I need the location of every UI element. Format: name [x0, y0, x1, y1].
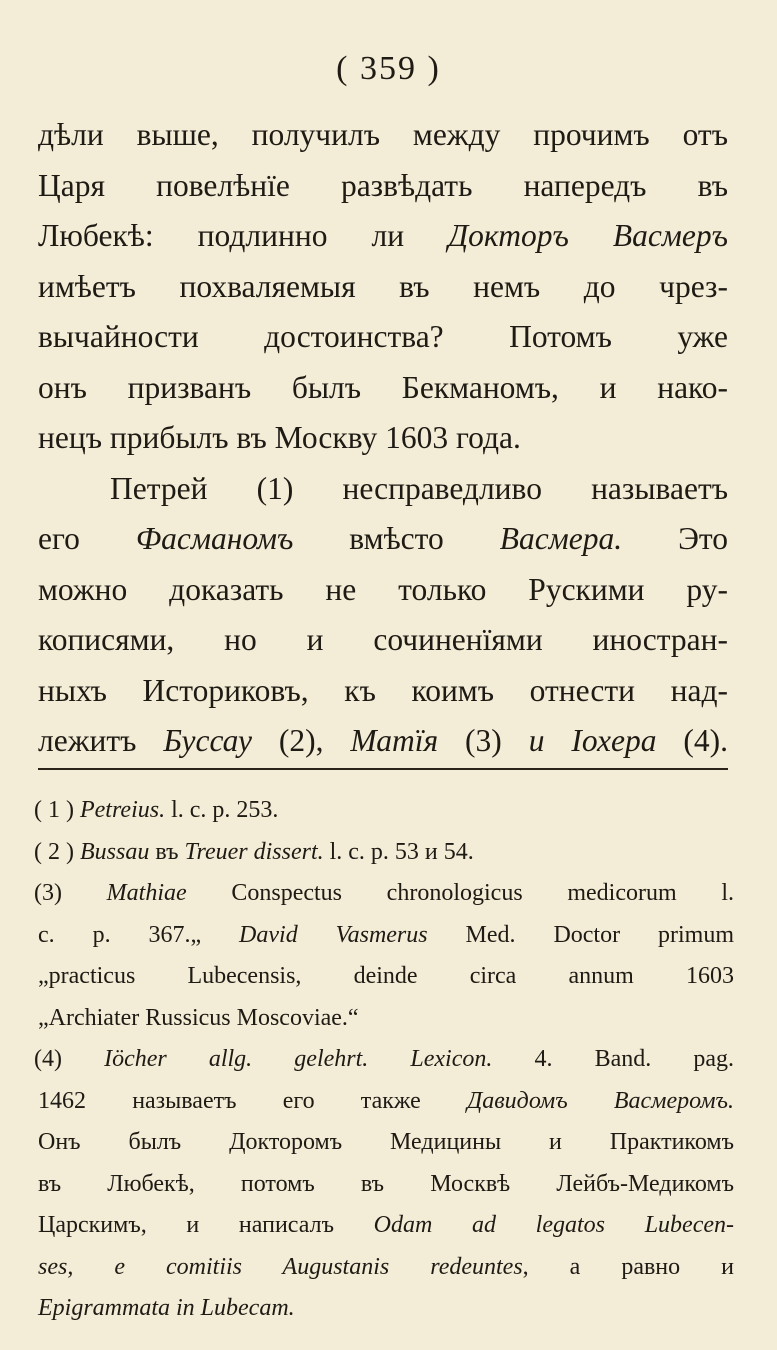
text-run: l. c. p. 53 и 54. [323, 838, 474, 865]
body-line [38, 413, 728, 464]
text-run: , а равно и [522, 1253, 734, 1280]
text-run: (3) [438, 723, 529, 758]
body-line [38, 464, 728, 515]
italic-text: Давидомъ Васмеромъ. [466, 1087, 734, 1114]
text-run: „practicus Lubecensis, deinde circa annum 1603 [38, 963, 734, 989]
text-run: вычайности достоинства? Потомъ уже [38, 319, 728, 354]
text-run: лежитъ [38, 723, 164, 758]
text-run: онъ призванъ былъ Бекманомъ, и нако- [38, 369, 728, 405]
text-run: Med. Doctor primum [427, 921, 734, 948]
body-line [38, 666, 728, 717]
text-run: Царскимъ, и написалъ [38, 1212, 374, 1238]
text-run: Любекѣ: подлинно ли [38, 218, 449, 253]
text-run: ( 2 ) [34, 838, 80, 865]
italic-text: Матїя [350, 723, 439, 758]
footnote-line [34, 956, 734, 998]
text-run: имѣетъ похваляемыя въ немъ до чрез- [38, 268, 728, 304]
text-run: c. p. 367.„ [38, 921, 240, 948]
main-text [38, 110, 728, 767]
italic-text: Докторъ Васмеръ [448, 218, 728, 253]
text-run: ( 1 ) [34, 797, 80, 823]
footnote-line [34, 790, 734, 832]
footnote-line [34, 873, 734, 915]
italic-text: Bussau [79, 838, 150, 865]
footnote-line [34, 915, 734, 957]
italic-text: Epigrammata in Lubecam. [38, 1295, 295, 1321]
text-run: въ Любекѣ, потомъ въ Москвѣ Лейбъ-Медикомъ [38, 1170, 734, 1197]
footnote-divider [38, 768, 728, 770]
text-run: 1462 называетъ его также [38, 1087, 467, 1114]
text-run: Это [622, 521, 728, 556]
text-run: нецъ прибылъ въ Москву 1603 года. [38, 420, 521, 455]
text-run: Петрей (1) несправедливо называетъ [110, 470, 728, 506]
body-line [38, 514, 728, 565]
text-run: Онъ былъ Докторомъ Медицины и Практикомъ [38, 1129, 734, 1155]
footnote-line [34, 998, 734, 1040]
body-line [38, 565, 728, 616]
text-run: вмѣсто [293, 521, 500, 556]
italic-text: Mathiae [106, 880, 187, 906]
text-run: кописями, но и сочиненїями иностран- [38, 622, 728, 657]
text-run: можно доказать не только Рускими ру- [38, 571, 728, 607]
footnote-line [34, 1247, 734, 1289]
text-run: въ [149, 838, 185, 865]
italic-text: Treuer dissert. [184, 838, 324, 865]
body-line [38, 262, 728, 313]
body-line [38, 211, 728, 262]
text-run: (2), [251, 723, 351, 758]
footnote-line [34, 1288, 734, 1330]
footnotes [34, 790, 734, 1330]
italic-text: David Vasmerus [239, 921, 428, 948]
text-run: „Archiater Russicus Moscoviae.“ [38, 1004, 359, 1031]
body-line [38, 110, 728, 161]
italic-text: Буссау [163, 723, 252, 758]
italic-text: Odam ad legatos Lubecen- [373, 1212, 734, 1238]
italic-text: и Іохера [528, 723, 657, 758]
footnote-line [34, 1205, 734, 1247]
text-run: дѣли выше, получилъ между прочимъ отъ [38, 117, 728, 152]
italic-text: Iöcher allg. gelehrt. Lexicon. [104, 1046, 493, 1072]
text-run: 4. Band. pag. [492, 1046, 734, 1072]
body-line [38, 312, 728, 363]
body-line [38, 363, 728, 414]
italic-text: Petreius. [79, 797, 166, 823]
footnote-line [34, 1122, 734, 1164]
footnote-line [34, 832, 734, 874]
footnote-line [34, 1081, 734, 1123]
text-run: его [38, 521, 136, 556]
italic-text: ses, e comitiis Augustanis redeuntes [38, 1253, 523, 1280]
footnote-line [34, 1164, 734, 1206]
body-line [38, 716, 728, 767]
text-run: (4). [656, 723, 729, 758]
text-run: ныхъ Историковъ, къ коимъ отнести над- [38, 672, 728, 708]
footnote-line [34, 1039, 734, 1081]
text-run: Царя повелѣнїе развѣдать напередъ въ [38, 167, 728, 203]
text-run: Conspectus chronologicus medicorum l. [186, 880, 734, 906]
body-line [38, 161, 728, 212]
italic-text: Фасманомъ [135, 521, 294, 556]
body-line [38, 615, 728, 666]
text-run: l. c. p. 253. [165, 797, 279, 823]
text-run: (4) [34, 1046, 105, 1072]
italic-text: Васмера. [499, 521, 623, 556]
text-run: (3) [34, 880, 107, 906]
page-number: ( 359 ) [336, 50, 441, 87]
